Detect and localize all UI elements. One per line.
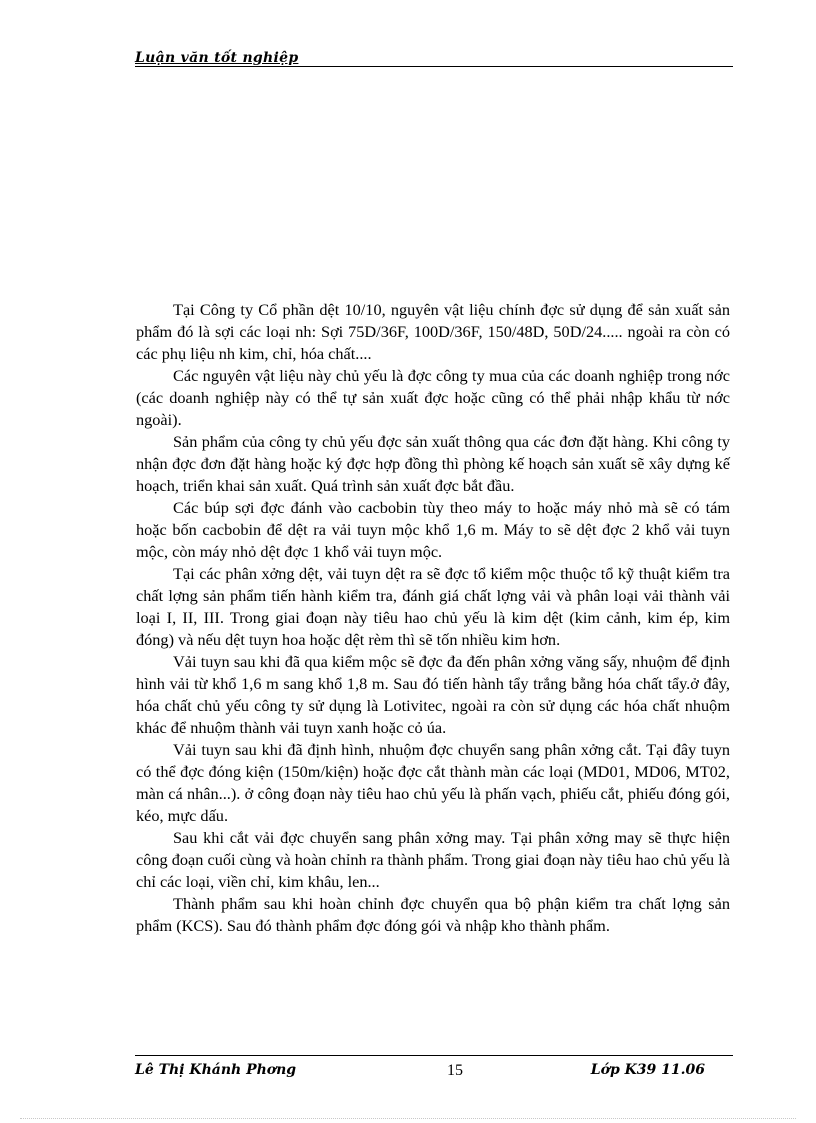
paragraph: Sau khi cắt vải đợc chuyển sang phân xởng may. Tại phân xởng may sẽ thực hiện công đoạn cuối cùng và hoàn chỉnh ra thành phẩm. Trong giai đoạn này tiêu hao chủ yếu là chỉ các loại, viền chỉ, kim khâu, len... — [136, 828, 730, 891]
body-text — [136, 299, 730, 937]
paragraph: Tại các phân xởng dệt, vải tuyn dệt ra sẽ đợc tổ kiểm mộc thuộc tổ kỹ thuật kiểm tra chất lợng sản phẩm tiến hành kiểm tra, đánh giá chất lợng vải và phân loại vải thành vải loại I, II, III. Trong giai đoạn này tiêu hao chủ yếu là kim dệt (kim cảnh, kim ép, kim đóng) và nếu dệt tuyn hoa hoặc dệt rèm thì sẽ tốn nhiều kim hơn. — [136, 564, 730, 649]
paragraph: Các búp sợi đợc đánh vào cacbobin tùy theo máy to hoặc máy nhỏ mà sẽ có tám hoặc bốn cacbobin để dệt ra vải tuyn mộc khổ 1,6 m. Máy to sẽ dệt đợc 2 khổ vải tuyn mộc, còn máy nhỏ dệt đợc 1 khổ vải tuyn mộc. — [136, 498, 730, 561]
page-header — [135, 46, 733, 67]
header-title: Luận văn tốt nghiệp — [135, 50, 299, 66]
page-bottom-divider — [20, 1118, 796, 1119]
paragraph: Các nguyên vật liệu này chủ yếu là đợc công ty mua của các doanh nghiệp trong nớc (các doanh nghiệp này có thể tự sản xuất đợc hoặc cũng có thể phải nhập khẩu từ nớc ngoài). — [136, 366, 730, 429]
page-footer — [135, 1055, 733, 1086]
paragraph: Sản phẩm của công ty chủ yếu đợc sản xuất thông qua các đơn đặt hàng. Khi công ty nhận đợc đơn đặt hàng hoặc ký đợc hợp đồng thì phòng kế hoạch sản xuất sẽ xây dựng kế hoạch, triển khai sản xuất. Quá trình sản xuất đợc bắt đầu. — [136, 432, 730, 495]
paragraph: Thành phẩm sau khi hoàn chỉnh đợc chuyển qua bộ phận kiểm tra chất lợng sản phẩm (KCS). Sau đó thành phẩm đợc đóng gói và nhập kho thành phẩm. — [136, 894, 730, 935]
footer-class: Lớp K39 11.06 — [590, 1062, 705, 1078]
footer-author: Lê Thị Khánh Phơng — [135, 1062, 297, 1078]
paragraph: Tại Công ty Cổ phần dệt 10/10, nguyên vật liệu chính đợc sử dụng để sản xuất sản phẩm đó là sợi các loại nh: Sợi 75D/36F, 100D/36F, 150/48D, 50D/24..... ngoài ra còn có các phụ liệu nh kim, chỉ, hóa chất.... — [136, 300, 730, 363]
page-number: 15 — [447, 1062, 463, 1079]
paragraph: Vải tuyn sau khi đã qua kiểm mộc sẽ đợc đa đến phân xởng văng sấy, nhuộm để định hình vải từ khổ 1,6 m sang khổ 1,8 m. Sau đó tiến hành tẩy trắng bằng hóa chất tẩy.ở đây, hóa chất chủ yếu công ty sử dụng là Lotivitec, ngoài ra còn sử dụng các hóa chất nhuộm khác để nhuộm thành vải tuyn xanh hoặc cỏ úa. — [136, 652, 730, 737]
paragraph: Vải tuyn sau khi đã định hình, nhuộm đợc chuyển sang phân xởng cắt. Tại đây tuyn có thể đợc đóng kiện (150m/kiện) hoặc đợc cắt thành màn các loại (MD01, MD06, MT02, màn cá nhân...). ở công đoạn này tiêu hao chủ yếu là phấn vạch, phiếu cắt, phiếu đóng gói, kéo, mực dấu. — [136, 740, 730, 825]
